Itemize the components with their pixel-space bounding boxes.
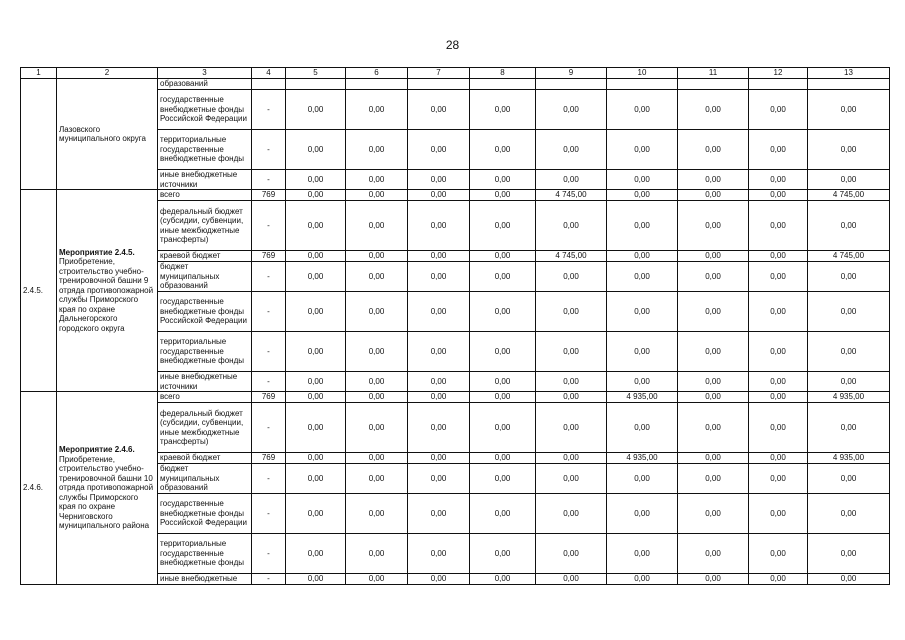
amount-cell: 0,00 [678,130,749,170]
amount-cell: 0,00 [808,494,890,534]
amount-cell: 0,00 [286,464,346,494]
amount-cell: 0,00 [607,262,678,292]
amount-cell: 0,00 [607,574,678,585]
amount-cell: 0,00 [470,534,536,574]
amount-cell: 4 745,00 [536,251,607,262]
amount-cell: 4 745,00 [536,190,607,201]
ministry-code-cell: 769 [252,190,286,201]
amount-cell: 0,00 [408,392,470,403]
column-header: 1 [21,68,57,79]
amount-cell: 0,00 [408,251,470,262]
ministry-code-cell: - [252,201,286,251]
amount-cell: 0,00 [470,453,536,464]
amount-cell: 0,00 [678,372,749,392]
amount-cell: 0,00 [346,392,408,403]
amount-cell: 4 745,00 [808,190,890,201]
amount-cell: 0,00 [536,534,607,574]
amount-cell: 0,00 [286,251,346,262]
amount-cell: 0,00 [346,332,408,372]
amount-cell: 0,00 [286,292,346,332]
amount-cell: 0,00 [607,464,678,494]
amount-cell: 0,00 [286,403,346,453]
column-header: 6 [346,68,408,79]
amount-cell: 0,00 [749,190,808,201]
amount-cell: 4 935,00 [607,392,678,403]
column-header: 3 [158,68,252,79]
column-header: 12 [749,68,808,79]
table-row [21,190,890,201]
ministry-code-cell: 769 [252,392,286,403]
amount-cell: 0,00 [346,262,408,292]
amount-cell: 0,00 [408,262,470,292]
amount-cell: 0,00 [470,262,536,292]
measure-description: Лазовского муниципального округа [59,124,146,143]
column-header: 11 [678,68,749,79]
amount-cell: 0,00 [470,170,536,190]
amount-cell: 0,00 [808,574,890,585]
amount-cell: 0,00 [536,170,607,190]
amount-cell: 0,00 [408,372,470,392]
amount-cell: 0,00 [470,90,536,130]
amount-cell [808,79,890,90]
amount-cell: 0,00 [346,292,408,332]
amount-cell: 0,00 [607,201,678,251]
amount-cell: 0,00 [536,403,607,453]
amount-cell: 0,00 [808,201,890,251]
funding-source: федеральный бюджет (субсидии, субвенции, иные межбюджетные трансферты) [158,201,252,251]
amount-cell: 0,00 [470,403,536,453]
amount-cell: 0,00 [470,372,536,392]
amount-cell: 0,00 [470,292,536,332]
amount-cell: 0,00 [607,130,678,170]
amount-cell: 4 935,00 [808,453,890,464]
amount-cell: 0,00 [470,251,536,262]
amount-cell: 0,00 [678,494,749,534]
amount-cell: 0,00 [678,292,749,332]
funding-source: краевой бюджет [158,251,252,262]
ministry-code-cell: - [252,534,286,574]
amount-cell: 0,00 [749,574,808,585]
amount-cell: 0,00 [470,130,536,170]
column-header: 5 [286,68,346,79]
amount-cell: 0,00 [408,534,470,574]
amount-cell: 0,00 [536,90,607,130]
measure-title: Мероприятие 2.4.6. [59,445,135,455]
amount-cell: 0,00 [470,392,536,403]
amount-cell: 0,00 [749,90,808,130]
page-number: 28 [445,38,460,52]
amount-cell: 0,00 [346,170,408,190]
amount-cell: 0,00 [346,453,408,464]
amount-cell: 0,00 [470,332,536,372]
measure-description: Приобретение, строительство учебно-тренировочной башни 10 отряда противопожарной службы Приморского края по охране Черниговского муниципального района [59,454,154,531]
amount-cell: 0,00 [678,262,749,292]
amount-cell: 0,00 [678,453,749,464]
amount-cell [346,79,408,90]
amount-cell: 0,00 [286,201,346,251]
table-row [21,79,890,90]
ministry-code-cell: - [252,292,286,332]
amount-cell: 0,00 [678,332,749,372]
amount-cell: 0,00 [408,130,470,170]
amount-cell: 0,00 [470,201,536,251]
amount-cell: 0,00 [749,372,808,392]
measure-code: 2.4.5. [21,190,57,392]
amount-cell: 0,00 [346,90,408,130]
amount-cell: 0,00 [678,190,749,201]
ministry-code-cell: 769 [252,453,286,464]
amount-cell: 0,00 [808,292,890,332]
amount-cell: 0,00 [808,170,890,190]
amount-cell [678,79,749,90]
amount-cell: 0,00 [607,534,678,574]
amount-cell: 0,00 [678,574,749,585]
measure-title: Мероприятие 2.4.5. [59,247,135,257]
amount-cell: 0,00 [286,170,346,190]
amount-cell: 0,00 [808,130,890,170]
funding-source: иные внебюджетные источники [158,372,252,392]
amount-cell: 0,00 [749,292,808,332]
amount-cell: 0,00 [408,170,470,190]
ministry-code-cell: - [252,574,286,585]
amount-cell: 0,00 [408,574,470,585]
budget-table [20,67,890,585]
ministry-code-cell: - [252,90,286,130]
amount-cell: 0,00 [749,403,808,453]
funding-source: бюджет муниципальных образований [158,464,252,494]
column-header: 13 [808,68,890,79]
ministry-code-cell: - [252,403,286,453]
ministry-code-cell: 769 [252,251,286,262]
amount-cell: 0,00 [607,292,678,332]
funding-source: государственные внебюджетные фонды Российской Федерации [158,494,252,534]
amount-cell: 0,00 [346,464,408,494]
amount-cell: 0,00 [749,392,808,403]
amount-cell: 0,00 [749,262,808,292]
amount-cell: 0,00 [536,130,607,170]
amount-cell: 0,00 [346,251,408,262]
amount-cell: 0,00 [286,332,346,372]
ministry-code-cell: - [252,494,286,534]
amount-cell: 0,00 [408,201,470,251]
amount-cell: 0,00 [470,190,536,201]
amount-cell: 0,00 [470,494,536,534]
amount-cell: 0,00 [678,392,749,403]
amount-cell: 0,00 [346,130,408,170]
amount-cell: 0,00 [286,392,346,403]
ministry-code-cell: - [252,332,286,372]
amount-cell: 0,00 [408,453,470,464]
amount-cell: 0,00 [286,494,346,534]
header-row [21,68,890,79]
amount-cell: 0,00 [286,534,346,574]
measure-name [57,190,158,392]
amount-cell [470,79,536,90]
funding-source: иные внебюджетные источники [158,170,252,190]
amount-cell: 0,00 [607,170,678,190]
amount-cell: 0,00 [286,372,346,392]
amount-cell [536,79,607,90]
amount-cell [286,79,346,90]
funding-source: территориальные государственные внебюджетные фонды [158,534,252,574]
funding-source: иные внебюджетные [158,574,252,585]
amount-cell: 0,00 [408,292,470,332]
amount-cell: 0,00 [346,190,408,201]
column-header: 8 [470,68,536,79]
amount-cell: 0,00 [607,494,678,534]
amount-cell: 0,00 [749,251,808,262]
amount-cell: 0,00 [749,170,808,190]
amount-cell: 0,00 [286,453,346,464]
amount-cell: 0,00 [470,574,536,585]
amount-cell: 0,00 [536,574,607,585]
amount-cell: 0,00 [678,534,749,574]
amount-cell [749,79,808,90]
funding-source: территориальные государственные внебюджетные фонды [158,130,252,170]
amount-cell: 0,00 [346,534,408,574]
amount-cell: 0,00 [346,574,408,585]
measure-description: Приобретение, строительство учебно-тренировочной башни 9 отряда противопожарной службы Приморского края по охране Дальнегорского городского округа [59,257,154,333]
ministry-code-cell: - [252,130,286,170]
amount-cell: 0,00 [286,262,346,292]
amount-cell: 0,00 [678,251,749,262]
amount-cell: 0,00 [286,90,346,130]
ministry-code-cell: - [252,464,286,494]
amount-cell: 0,00 [808,372,890,392]
amount-cell: 0,00 [607,190,678,201]
funding-source: всего [158,392,252,403]
amount-cell: 0,00 [536,464,607,494]
amount-cell: 0,00 [346,494,408,534]
amount-cell: 0,00 [536,201,607,251]
amount-cell: 4 935,00 [808,392,890,403]
ministry-code-cell: - [252,170,286,190]
amount-cell: 0,00 [678,201,749,251]
amount-cell: 0,00 [749,464,808,494]
amount-cell: 0,00 [808,262,890,292]
ministry-code-cell: - [252,262,286,292]
amount-cell: 0,00 [346,403,408,453]
table-body [21,79,890,585]
amount-cell: 0,00 [808,90,890,130]
amount-cell: 0,00 [607,251,678,262]
amount-cell: 0,00 [678,170,749,190]
measure-name [57,79,158,190]
measure-code [21,79,57,190]
funding-source: образований [158,79,252,90]
amount-cell: 0,00 [678,90,749,130]
funding-source: бюджет муниципальных образований [158,262,252,292]
amount-cell: 0,00 [749,201,808,251]
amount-cell: 0,00 [408,332,470,372]
amount-cell: 0,00 [808,403,890,453]
amount-cell: 0,00 [607,372,678,392]
amount-cell: 0,00 [536,453,607,464]
amount-cell: 0,00 [749,332,808,372]
amount-cell: 0,00 [408,190,470,201]
amount-cell: 0,00 [749,494,808,534]
amount-cell: 0,00 [536,332,607,372]
amount-cell: 0,00 [286,574,346,585]
amount-cell: 0,00 [749,453,808,464]
amount-cell: 0,00 [286,130,346,170]
column-header: 2 [57,68,158,79]
amount-cell: 0,00 [346,201,408,251]
column-header: 10 [607,68,678,79]
table-row [21,392,890,403]
amount-cell [408,79,470,90]
amount-cell [607,79,678,90]
amount-cell: 0,00 [607,403,678,453]
funding-source: всего [158,190,252,201]
amount-cell: 0,00 [678,464,749,494]
funding-source: государственные внебюджетные фонды Российской Федерации [158,292,252,332]
measure-code: 2.4.6. [21,392,57,585]
amount-cell: 0,00 [808,534,890,574]
measure-name [57,392,158,585]
amount-cell: 0,00 [536,262,607,292]
funding-source: территориальные государственные внебюджетные фонды [158,332,252,372]
amount-cell: 0,00 [408,90,470,130]
column-header: 7 [408,68,470,79]
amount-cell: 4 935,00 [607,453,678,464]
funding-source: федеральный бюджет (субсидии, субвенции, иные межбюджетные трансферты) [158,403,252,453]
amount-cell: 0,00 [607,332,678,372]
amount-cell: 0,00 [408,494,470,534]
amount-cell: 0,00 [749,534,808,574]
amount-cell: 0,00 [536,494,607,534]
amount-cell: 0,00 [749,130,808,170]
amount-cell: 0,00 [470,464,536,494]
amount-cell: 0,00 [286,190,346,201]
amount-cell: 0,00 [536,292,607,332]
funding-source: краевой бюджет [158,453,252,464]
amount-cell: 0,00 [536,372,607,392]
ministry-code-cell: - [252,372,286,392]
amount-cell: 4 745,00 [808,251,890,262]
column-header: 9 [536,68,607,79]
amount-cell: 0,00 [536,392,607,403]
amount-cell: 0,00 [808,464,890,494]
amount-cell: 0,00 [408,403,470,453]
amount-cell: 0,00 [408,464,470,494]
amount-cell: 0,00 [678,403,749,453]
funding-source: государственные внебюджетные фонды Российской Федерации [158,90,252,130]
ministry-code-cell [252,79,286,90]
amount-cell: 0,00 [346,372,408,392]
amount-cell: 0,00 [808,332,890,372]
column-header: 4 [252,68,286,79]
amount-cell: 0,00 [607,90,678,130]
